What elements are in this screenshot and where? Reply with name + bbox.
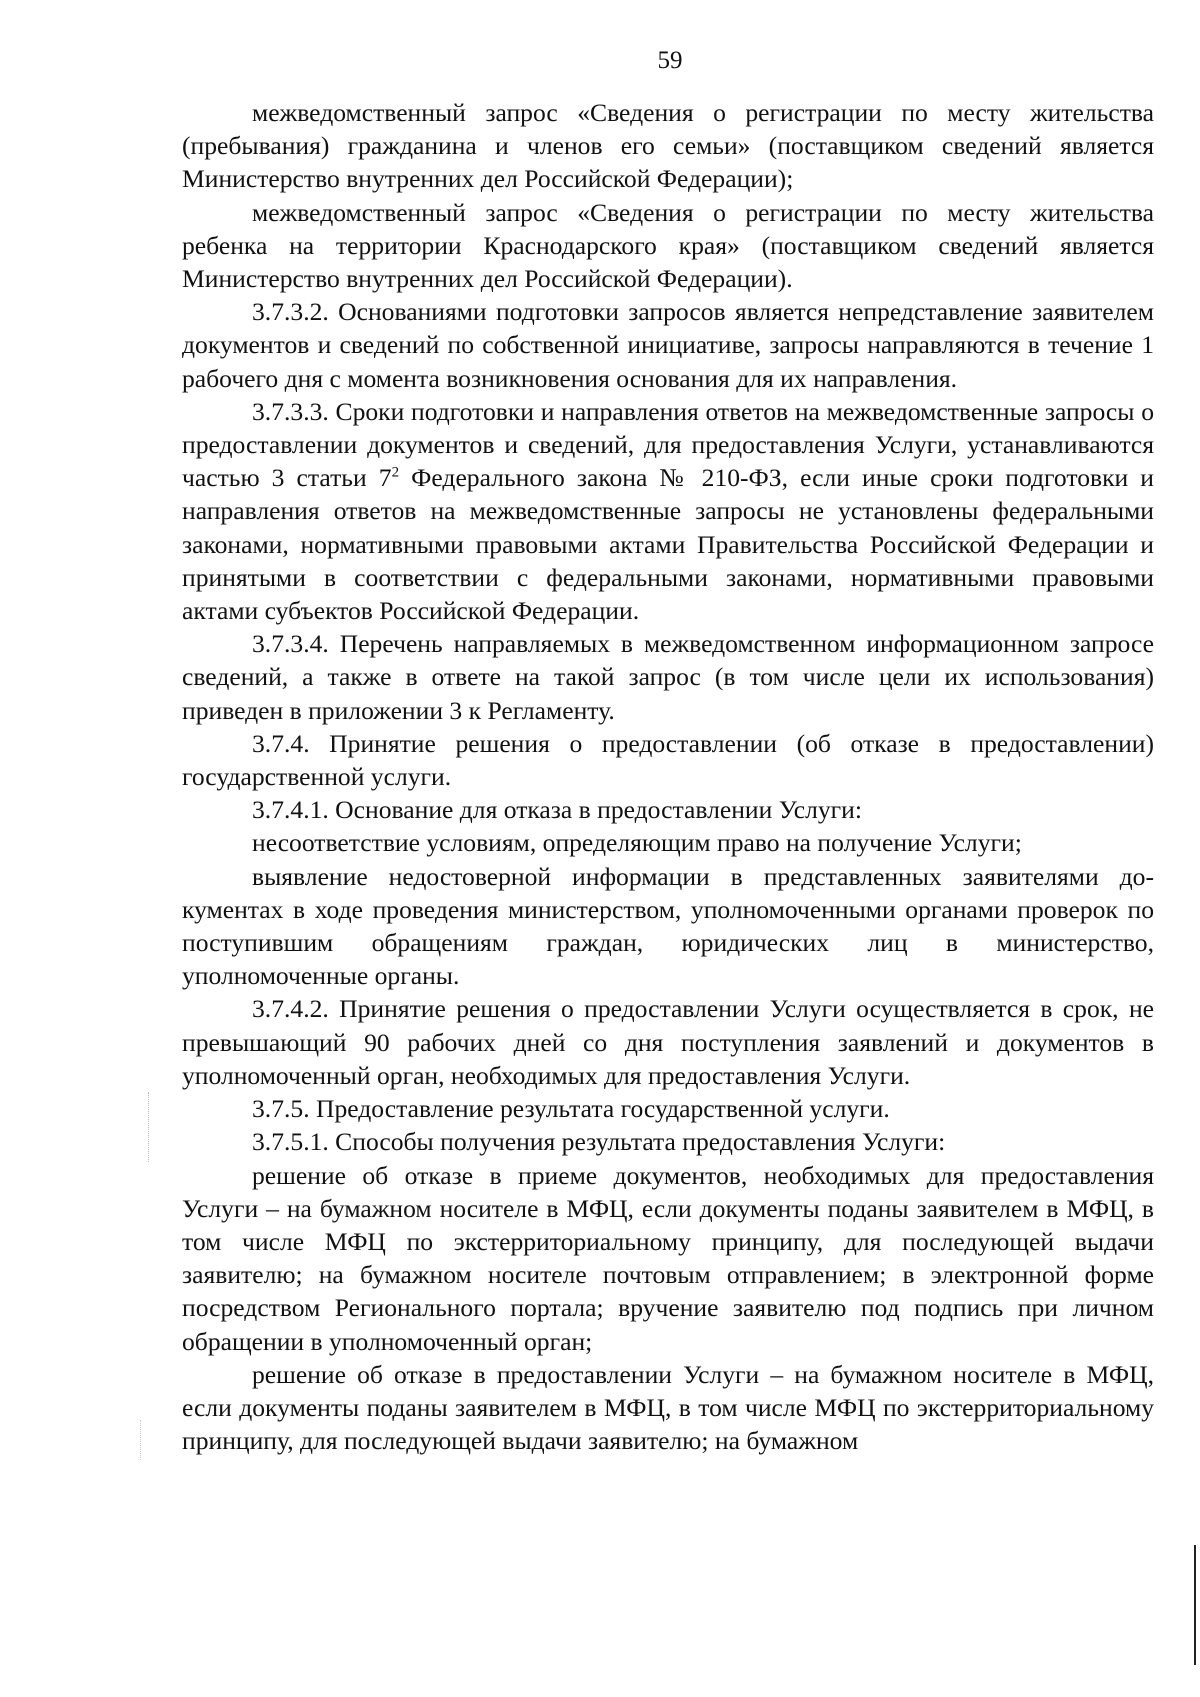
paragraph-mvd-request-child: межведомственный запрос «Сведения о регистрации по месту жительства ребенка на территории Краснодарского края» (поставщиком сведений является Министерство внутренних дел Российской Федерации). xyxy=(182,197,1154,294)
paragraph-mvd-request-family: межведомственный запрос «Сведения о регистрации по месту жительства (пребывания) гражданина и членов его семьи» (поставщиком сведений является Министерство внутренних дел Российской Федерации); xyxy=(182,98,1154,194)
paragraph-3-7-5-1: 3.7.5.1. Способы получения результата предоставления Услуги: xyxy=(252,1127,946,1157)
scan-artifact-left xyxy=(148,1092,150,1162)
paragraph-3-7-3-3-part1: 3.7.3.3. Сроки подготовки и направления ответов на межведомственные запросы о предоставлении документов и сведений, для предоставления Услуги, устанавливаются частью 3 статьи 7 xyxy=(182,396,1154,493)
page-number xyxy=(0,46,1200,76)
paragraph-3-7-4: 3.7.4. Принятие решения о предоставлении (об отказе в предоставлении) государственной услуги. xyxy=(182,728,1154,792)
paragraph-3-7-5: 3.7.5. Предоставление результата государственной услуги. xyxy=(252,1094,890,1124)
document-body xyxy=(182,96,1154,1457)
scan-edge-mark xyxy=(1194,1545,1196,1665)
paragraph-refusal-ground-2: выявление недостоверной информации в представленных заявителями документах в ходе проведения министерством, уполномоченными органами проверок по поступившим обращениям граждан, юридических лиц в министерство, уполномоченные органы. xyxy=(182,861,1154,991)
paragraph-3-7-3-2: 3.7.3.2. Основаниями подготовки запросов является непредставление заявителем документов и сведений по собственной инициативе, запросы направляются в течение 1 рабочего дня с момента возникновения основания для их направления. xyxy=(182,297,1154,393)
paragraph-refusal-ground-1: несоответствие условиям, определяющим право на получение Услуги; xyxy=(252,828,1022,858)
page-number-text: 59 xyxy=(657,47,683,74)
paragraph-3-7-4-2: 3.7.4.2. Принятие решения о предоставлении Услуги осуществляется в срок, не превышающий 90 рабочих дней со дня поступления заявлений и документов в уполномоченный орган, необходимых для предоставления Услуги. xyxy=(182,994,1154,1090)
paragraph-3-7-3-3 xyxy=(182,395,1154,627)
paragraph-3-7-3-4: 3.7.3.4. Перечень направляемых в межведомственном информационном запросе сведений, а также в ответе на такой запрос (в том числе цели их использования) приведен в приложении 3 к Регламенту. xyxy=(182,629,1154,725)
paragraph-3-7-3-3-superscript: 2 xyxy=(391,464,400,481)
paragraph-3-7-3-3-part2: Федерального закона № 210-ФЗ, если иные сроки подготовки и направления ответов на межведомственные запросы не установлены федеральными законами, нормативными правовыми актами Правительства Российской Федерации и принятыми в соответствии с федеральными законами, нормативными правовыми актами субъектов Российской Федерации. xyxy=(182,463,1155,626)
paragraph-3-7-4-1: 3.7.4.1. Основание для отказа в предоставлении Услуги: xyxy=(252,795,862,825)
paragraph-result-reception-refusal: решение об отказе в приеме документов, необходимых для предоставления Услуги – на бумажном носителе в МФЦ, если документы поданы заявителем в МФЦ, в том числе МФЦ по экстерриториальному принципу, для последующей выдачи заявителю; на бумажном носителе почтовым отправлением; в электронной форме посредством Регионального портала; вручение заявителю под подпись при личном обращении в уполномоченный орган; xyxy=(182,1160,1154,1356)
scan-artifact-left-lower xyxy=(140,1420,142,1460)
paragraph-result-service-refusal: решение об отказе в предоставлении Услуги – на бумажном носителе в МФЦ, если документы поданы заявителем в МФЦ, в том числе МФЦ по экстерриториальному принципу, для последующей выдачи заявителю; на бумажном xyxy=(182,1359,1154,1456)
